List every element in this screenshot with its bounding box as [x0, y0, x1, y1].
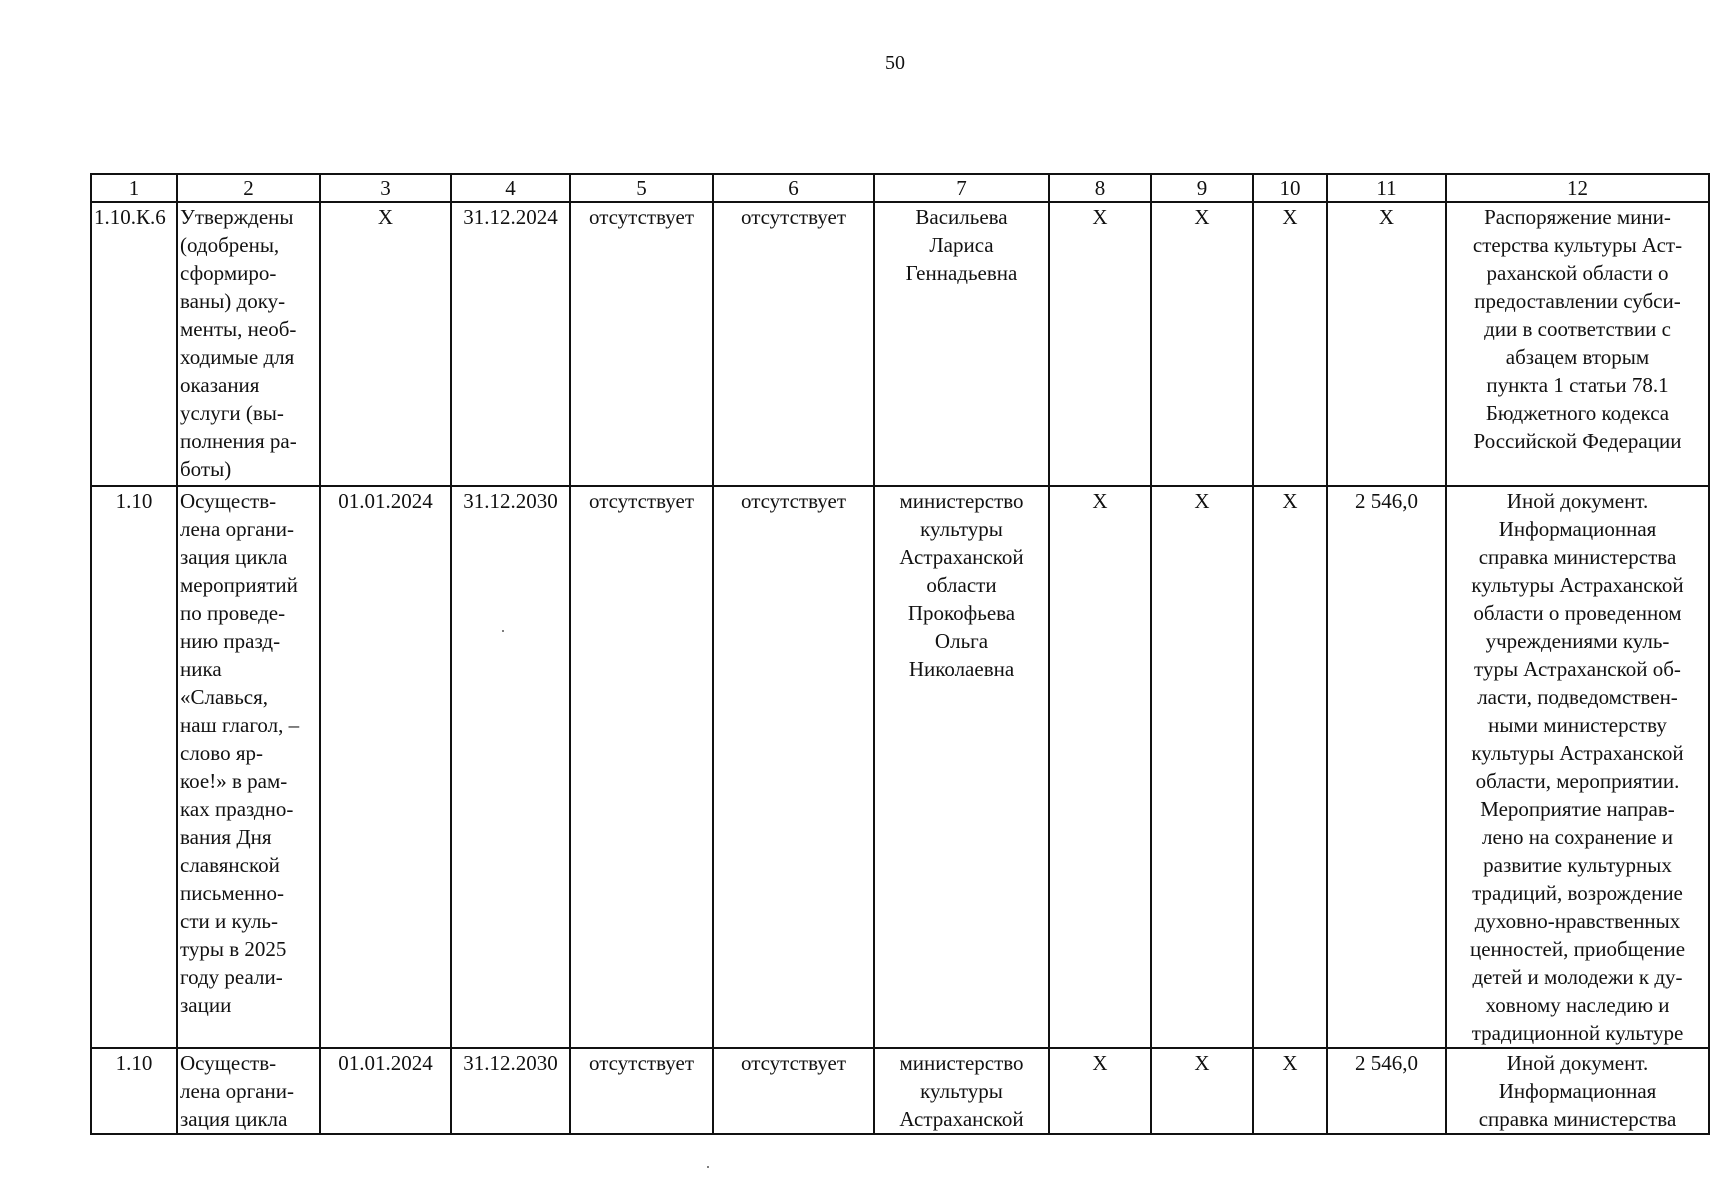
cell-10: X [1253, 486, 1327, 1048]
cell-10: X [1253, 1048, 1327, 1134]
header-cell-12: 12 [1446, 174, 1709, 202]
cell-11: 2 546,0 [1327, 1048, 1446, 1134]
cell-9: X [1151, 202, 1253, 486]
row-number: 1.10.К.6 [91, 202, 177, 486]
header-cell-5: 5 [570, 174, 713, 202]
page-number: 50 [885, 52, 905, 74]
predecessor: отсутствует [570, 1048, 713, 1134]
cell-11: X [1327, 202, 1446, 486]
end-date: 31.12.2024 [451, 202, 570, 486]
row-number: 1.10 [91, 1048, 177, 1134]
result-description: Осуществ- лена органи- зация цикла [177, 1048, 320, 1134]
header-cell-8: 8 [1049, 174, 1151, 202]
header-cell-7: 7 [874, 174, 1049, 202]
start-date: X [320, 202, 451, 486]
responsible: министерство культуры Астраханской [874, 1048, 1049, 1134]
end-date: 31.12.2030 [451, 486, 570, 1048]
document-description: Иной документ. Информационная справка министерства [1446, 1048, 1709, 1134]
document-description: Иной документ. Информационная справка министерства культуры Астраханской области о проведенном учреждениями куль- туры Астраханской об- ласти, подведомствен- ными министерству культуры Астраханской области, мероприятии. Мероприятие направ- лено на сохранение и развитие культурных традиций, возрождение духовно-нравственных ценностей, приобщение детей и молодежи к ду- ховному наследию и традиционной культуре [1446, 486, 1709, 1048]
header-row [91, 174, 1709, 202]
start-date: 01.01.2024 [320, 1048, 451, 1134]
predecessor: отсутствует [570, 486, 713, 1048]
table-row [91, 202, 1709, 486]
end-date: 31.12.2030 [451, 1048, 570, 1134]
header-cell-1: 1 [91, 174, 177, 202]
header-cell-11: 11 [1327, 174, 1446, 202]
cell-9: X [1151, 1048, 1253, 1134]
result-description: Осуществ- лена органи- зация цикла мероприятий по проведе- нию празд- ника «Славься, наш глагол, – слово яр- кое!» в рам- ках праздно- вания Дня славянской письменно- сти и куль- туры в 2025 году реали- зации [177, 486, 320, 1048]
successor: отсутствует [713, 486, 874, 1048]
row-number: 1.10 [91, 486, 177, 1048]
header-cell-10: 10 [1253, 174, 1327, 202]
start-date: 01.01.2024 [320, 486, 451, 1048]
table-row [91, 1048, 1709, 1134]
scan-speck [502, 630, 504, 632]
result-description: Утверждены (одобрены, сформиро- ваны) доку- менты, необ- ходимые для оказания услуги (вы- полнения ра- боты) [177, 202, 320, 486]
successor: отсутствует [713, 202, 874, 486]
responsible: Васильева Лариса Геннадьевна [874, 202, 1049, 486]
cell-10: X [1253, 202, 1327, 486]
table-row [91, 486, 1709, 1048]
measures-table [90, 173, 1710, 1135]
header-cell-9: 9 [1151, 174, 1253, 202]
header-cell-3: 3 [320, 174, 451, 202]
cell-9: X [1151, 486, 1253, 1048]
header-cell-2: 2 [177, 174, 320, 202]
document-description: Распоряжение мини- стерства культуры Аст- раханской области о предоставлении субси- дии в соответствии с абзацем вторым пункта 1 статьи 78.1 Бюджетного кодекса Российской Федерации [1446, 202, 1709, 486]
header-cell-4: 4 [451, 174, 570, 202]
scan-speck [707, 1166, 709, 1168]
cell-8: X [1049, 486, 1151, 1048]
successor: отсутствует [713, 1048, 874, 1134]
cell-8: X [1049, 202, 1151, 486]
header-cell-6: 6 [713, 174, 874, 202]
cell-8: X [1049, 1048, 1151, 1134]
cell-11: 2 546,0 [1327, 486, 1446, 1048]
responsible: министерство культуры Астраханской области Прокофьева Ольга Николаевна [874, 486, 1049, 1048]
predecessor: отсутствует [570, 202, 713, 486]
